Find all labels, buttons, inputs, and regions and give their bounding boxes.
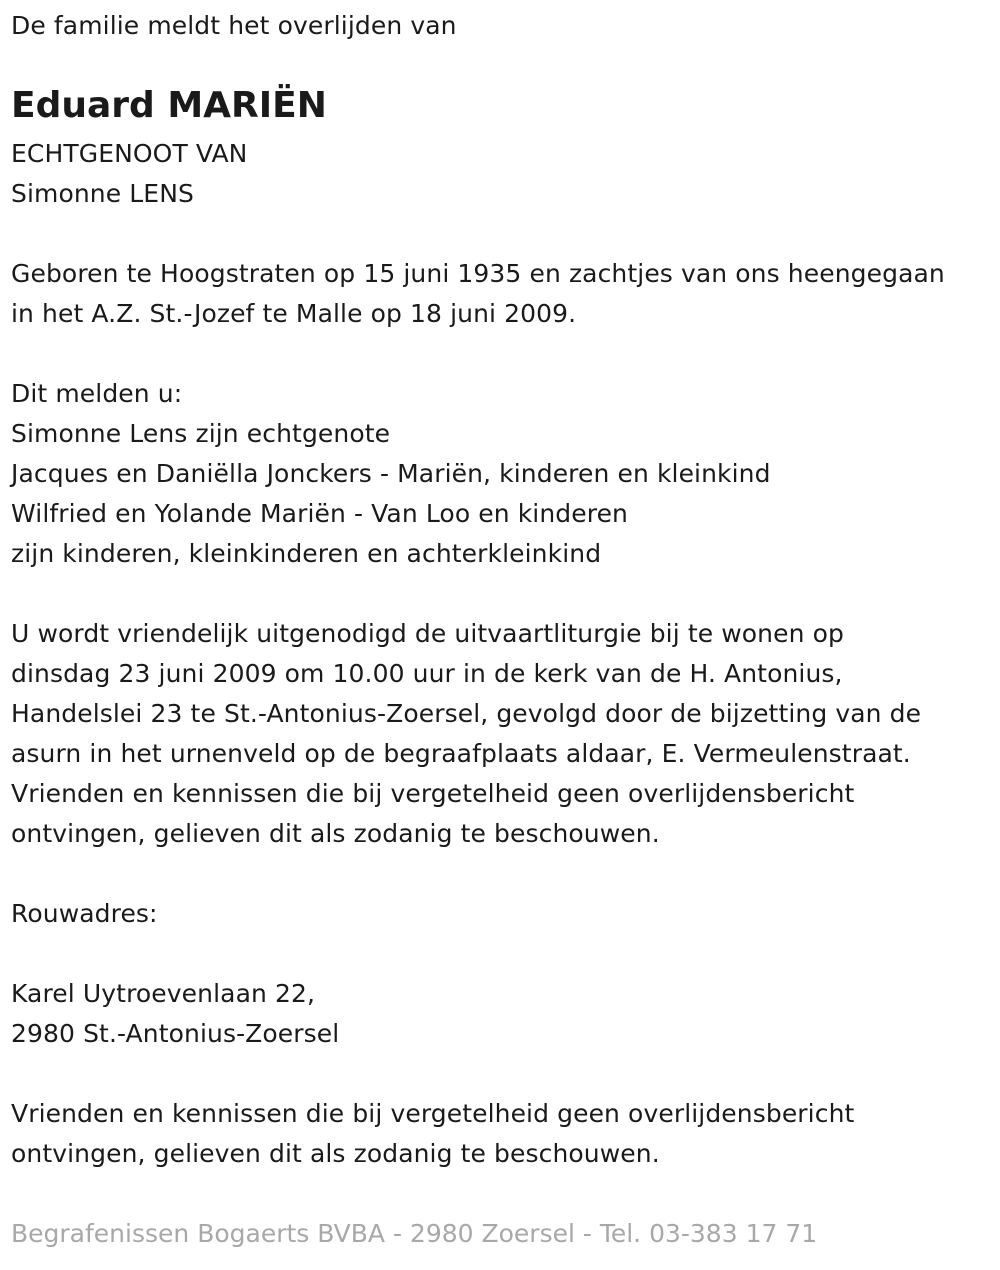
announcer-line: Simonne Lens zijn echtgenote	[11, 419, 391, 448]
paragraph-line: dinsdag 23 juni 2009 om 10.00 uur in de kerk van de H. Antonius,	[11, 659, 843, 688]
paragraph-line: in het A.Z. St.-Jozef te Malle op 18 juni 2009.	[11, 299, 577, 328]
rouwadres-label-block	[11, 894, 158, 934]
paragraph-line: Geboren te Hoogstraten op 15 juni 1935 en zachtjes van ons heengegaan	[11, 259, 945, 288]
announcer-line: Jacques en Daniëlla Jonckers - Mariën, kinderen en kleinkind	[11, 459, 771, 488]
announcer-line: zijn kinderen, kleinkinderen en achterkleinkind	[11, 539, 602, 568]
closing-paragraph	[11, 1094, 854, 1174]
birth-death-paragraph	[11, 254, 945, 334]
spouse-relation: ECHTGENOOT VAN	[11, 139, 248, 168]
announcer-line: Wilfried en Yolande Mariën - Van Loo en kinderen	[11, 499, 629, 528]
intro-text: De familie meldt het overlijden van	[11, 11, 457, 40]
announcers-heading: Dit melden u:	[11, 379, 183, 408]
address-block	[11, 974, 339, 1054]
paragraph-line: ontvingen, gelieven dit als zodanig te beschouwen.	[11, 1139, 660, 1168]
paragraph-line: Handelslei 23 te St.-Antonius-Zoersel, gevolgd door de bijzetting van de	[11, 699, 922, 728]
deceased-name: Eduard MARIËN	[11, 85, 327, 126]
address-line: Karel Uytroevenlaan 22,	[11, 979, 316, 1008]
paragraph-line: U wordt vriendelijk uitgenodigd de uitvaartliturgie bij te wonen op	[11, 619, 844, 648]
paragraph-line: ontvingen, gelieven dit als zodanig te beschouwen.	[11, 819, 660, 848]
invitation-paragraph	[11, 614, 921, 854]
rouwadres-label: Rouwadres:	[11, 899, 158, 928]
paragraph-line: Vrienden en kennissen die bij vergetelheid geen overlijdensbericht	[11, 779, 855, 808]
paragraph-line: asurn in het urnenveld op de begraafplaats aldaar, E. Vermeulenstraat.	[11, 739, 911, 768]
address-line: 2980 St.-Antonius-Zoersel	[11, 1019, 340, 1048]
funeral-home-footer: Begrafenissen Bogaerts BVBA - 2980 Zoersel - Tel. 03-383 17 71	[11, 1219, 818, 1248]
announcers-block	[11, 374, 771, 574]
spouse-name: Simonne LENS	[11, 179, 194, 208]
paragraph-line: Vrienden en kennissen die bij vergetelheid geen overlijdensbericht	[11, 1099, 855, 1128]
spouse-block	[11, 134, 247, 214]
